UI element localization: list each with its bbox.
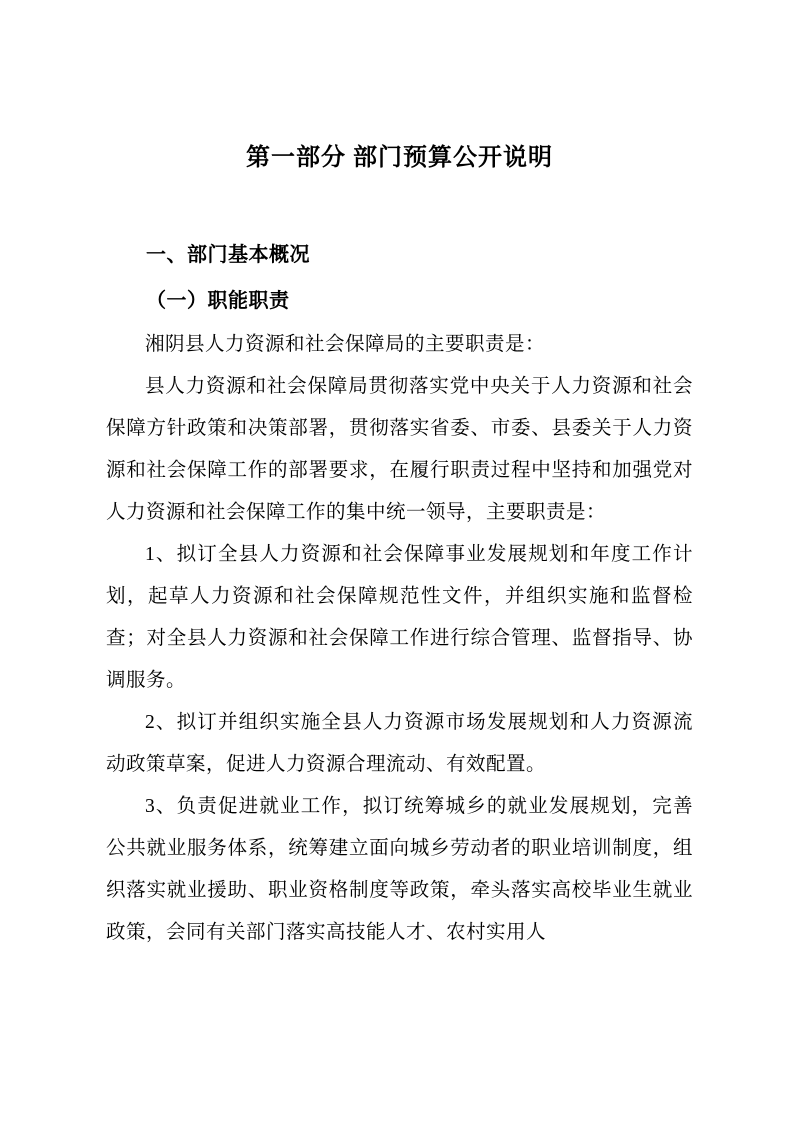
paragraph-duty-item-3: 3、负责促进就业工作，拟订统筹城乡的就业发展规划，完善公共就业服务体系，统筹建立面向城乡劳动者的职业培训制度，组织落实就业援助、职业资格制度等政策，牵头落实高校毕业生就业政策，会同有关部门落实高技能人才、农村实用人: [106, 796, 693, 943]
paragraph-policy-implementation: 县人力资源和社会保障局贯彻落实党中央关于人力资源和社会保障方针政策和决策部署，贯彻落实省委、市委、县委关于人力资源和社会保障工作的部署要求，在履行职责过程中坚持和加强党对人力资源和社会保障工作的集中统一领导，主要职责是：: [106, 376, 693, 523]
paragraph-duty-item-2: 2、拟订并组织实施全县人力资源市场发展规划和人力资源流动政策草案，促进人力资源合理流动、有效配置。: [106, 712, 693, 775]
section-heading-department-overview: 一、部门基本概况: [146, 244, 310, 266]
document-title: 第一部分 部门预算公开说明: [246, 145, 553, 171]
subsection-heading-duties: （一）职能职责: [146, 290, 290, 312]
paragraph-main-duties-intro: 湘阴县人力资源和社会保障局的主要职责是：: [145, 334, 546, 355]
paragraph-duty-item-1: 1、拟订全县人力资源和社会保障事业发展规划和年度工作计划，起草人力资源和社会保障规范性文件，并组织实施和监督检查；对全县人力资源和社会保障工作进行综合管理、监督指导、协调服务。: [106, 544, 693, 691]
